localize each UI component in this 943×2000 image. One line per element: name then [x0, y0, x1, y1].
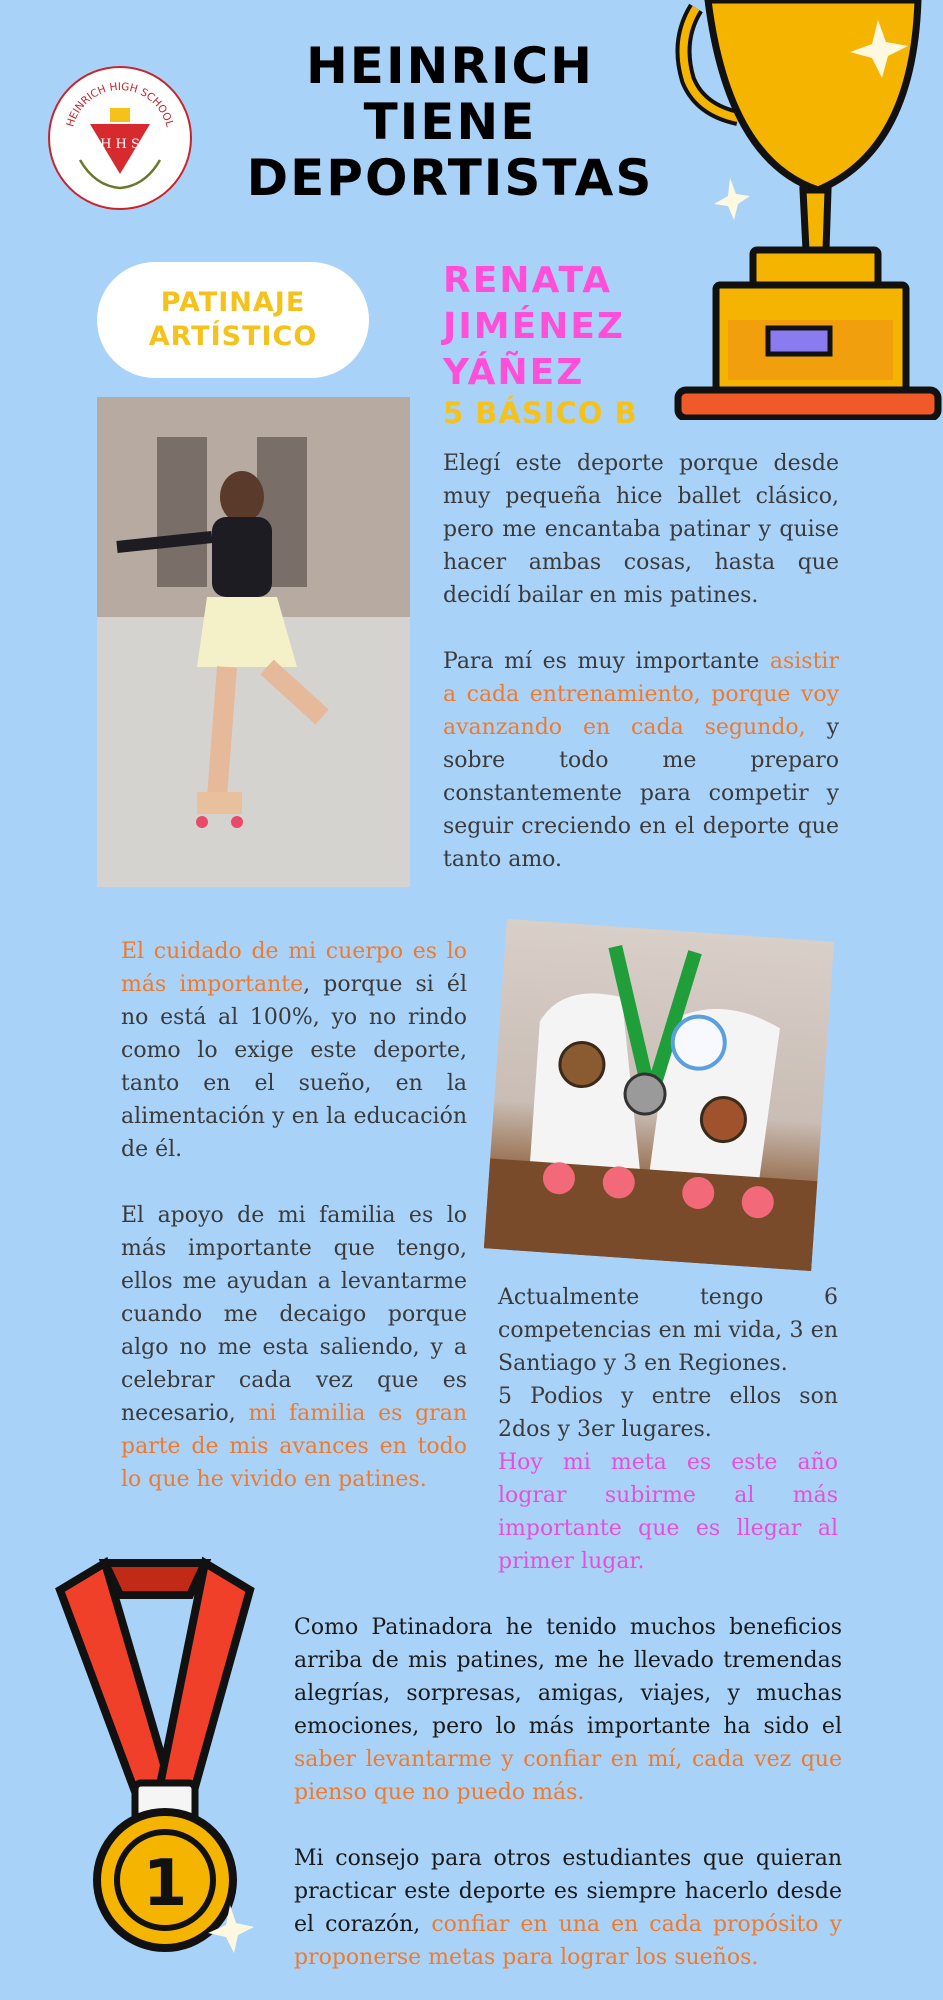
section-competitions	[498, 1281, 838, 1578]
athlete-surname-2: YÁÑEZ	[443, 352, 585, 393]
sport-tag-line-2: ARTÍSTICO	[148, 321, 318, 352]
highlight-body-care: El cuidado de mi cuerpo es lo más importante	[121, 939, 467, 997]
athlete-grade: 5 BÁSICO B	[443, 396, 638, 430]
medal-number: 1	[142, 1847, 188, 1921]
paragraph-benefits: Como Patinadora he tenido muchos beneficios arriba de mis patines, me he llevado tremendas alegrías, sorpresas, amigas, viajes, y muchas emociones, pero lo más importante ha sido el saber levantarme y confiar en mí, cada vez que pienso que no puedo más.	[294, 1615, 842, 1805]
paragraph-family: El apoyo de mi familia es lo más importante que tengo, ellos me ayudan a levantarme cuando me decaigo porque algo no me esta saliendo, y a celebrar cada vez que es necesario, mi familia es gran parte de mis avances en todo lo que he vivido en patines.	[121, 1203, 467, 1492]
medal-icon	[50, 1555, 280, 1995]
sport-tag	[97, 262, 369, 378]
svg-text:H H S: H H S	[100, 137, 140, 152]
section-why-sport	[443, 447, 839, 876]
title-line-3: DEPORTISTAS	[246, 149, 654, 207]
section-benefits-advice	[294, 1611, 842, 1974]
school-logo	[48, 66, 192, 210]
paragraph-advice: Mi consejo para otros estudiantes que quieran practicar este deporte es siempre hacerlo desde el corazón, confiar en una en cada propósito y proponerse metas para lograr los sueños.	[294, 1846, 842, 1970]
paragraph-podiums: 5 Podios y entre ellos son 2dos y 3er lugares.	[498, 1384, 838, 1442]
skates-medals-photo	[484, 919, 834, 1271]
logo-ring-text: HEINRICH HIGH SCHOOL	[64, 80, 176, 129]
paragraph-body-care: El cuidado de mi cuerpo es lo más importante, porque si él no está al 100%, yo no rindo como lo exige este deporte, tanto en el sueño, en la alimentación y en la educación de él.	[121, 939, 467, 1162]
paragraph-goal: Hoy mi meta es este año lograr subirme al más importante que es llegar al primer lugar.	[498, 1450, 838, 1574]
sport-tag-line-1: PATINAJE	[160, 287, 306, 318]
paragraph-training: Para mí es muy importante asistir a cada entrenamiento, porque voy avanzando en cada segundo, y sobre todo me preparo constantemente para competir y seguir creciendo en el deporte que tanto amo.	[443, 649, 839, 872]
trophy-icon	[668, 0, 943, 420]
skater-photo	[97, 397, 410, 887]
title-line-1: HEINRICH	[305, 37, 595, 95]
highlight-training: asistir a cada entrenamiento, porque voy avanzando en cada segundo,	[443, 649, 839, 740]
athlete-first-name: RENATA	[443, 260, 613, 301]
athlete-name	[443, 258, 625, 396]
highlight-advice: confiar en una en cada propósito y proponerse metas para lograr los sueños.	[294, 1912, 842, 1970]
page-title	[180, 38, 720, 206]
section-body-family	[121, 935, 467, 1496]
title-line-2: TIENE	[363, 93, 537, 151]
paragraph-why: Elegí este deporte porque desde muy pequeña hice ballet clásico, pero me encantaba patinar y quise hacer ambas cosas, hasta que decidí bailar en mis patines.	[443, 451, 839, 608]
paragraph-competitions: Actualmente tengo 6 competencias en mi vida, 3 en Santiago y 3 en Regiones.	[498, 1285, 838, 1376]
highlight-benefits: saber levantarme y confiar en mí, cada vez que pienso que no puedo más.	[294, 1747, 842, 1805]
highlight-family: mi familia es gran parte de mis avances en todo lo que he vivido en patines.	[121, 1401, 467, 1492]
athlete-surname-1: JIMÉNEZ	[443, 306, 626, 347]
